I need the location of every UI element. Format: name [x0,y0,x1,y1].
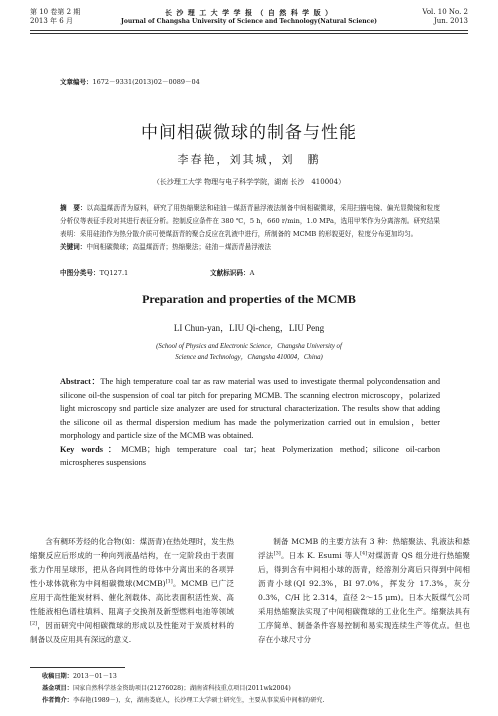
citation-ref: [4] [360,550,368,557]
keywords-cn-label: 关键词： [60,243,87,251]
abstract-cn [60,202,440,254]
classification-row [60,267,254,277]
affiliation-en-line1: (School of Physics and Electronic Science，Changsha University of [156,343,342,350]
classification-value: TQ127.1 [99,269,129,277]
header-rule [30,30,468,34]
keywords-en-text: MCMB；high temperature coal tar；heat Polymerization method；silicone oil-carbon microspheres suspensions [60,444,440,467]
footnote-author-label: 作者简介： [42,697,73,704]
header-volume [422,8,468,26]
abstract-en-text: The high temperature coal tar as raw material was used to investigate thermal polycondensation and silicone oil-the suspension of coal tar pitch for preparing MCMB. The scanning electron microscopy，polarized light microscopy snd particle size analyzer are used for structural characterization. The results show that adding the silicone oil as thermal dispersion medium has made the polymerization carried out in emulsion，better morphology and particle size of the MCMB was obtained. [60,377,441,440]
body-left-text-2: 。MCMB 已广泛应用于高性能炭材料、催化剂载体、高比表面积活性炭、高性能液相色谱柱填料、阻离子交换剂及新型燃料电池等领域 [30,579,234,616]
footnote-author-value: 李春艳(1989－)，女，湖南娄底人，长沙理工大学硕士研究生，主要从事炭质中间相的研究. [72,697,325,704]
body-left-text-3: ，因而研究中间相碳微球的形成以及性能对于炭质材料的制备以及应用具有深远的意义. [30,621,234,644]
body-column-left [30,535,234,647]
paper-title-cn: 中间相碳微球的制备与性能 [141,123,357,143]
classification-label: 中图分类号： [60,269,100,277]
abstract-cn-text: 以高温煤沥青为原料，研究了用热缩聚法和硅油－煤沥青悬浮液法制备中间相碳微球，采用扫描电镜、偏光显微镜和粒度分析仪等表征手段对其进行表征分析。控制反应条件在 380 ℃，5 h，660 r/min，1.0 MPa，选用甲苯作为分离溶剂。研究结果表明：采用硅油作为热分散介质可使煤沥青的聚合反应在乳液中进行，所制备的 MCMB 的形貌更好，粒度分布更加均匀。 [60,204,440,238]
affiliation-cn: （长沙理工大学 物理与电子科学学院，湖南 长沙 410004） [152,178,346,186]
article-number [60,77,200,86]
article-number-label: 文章编号： [60,78,93,86]
footnote-fund-label: 基金项目： [42,685,73,692]
footnote-received-value: 2013－01－13 [72,673,117,680]
footnote-fund [42,684,468,693]
citation-ref: [3] [273,550,281,557]
keywords-cn [60,241,440,254]
document-code-value: A [249,269,255,277]
paper-title-en: Preparation and properties of the MCMB [142,292,356,306]
abstract-cn-body [60,202,440,241]
body-right-text-3: 对煤沥青 QS 组分进行热缩聚后，得到含有中间相小球的沥青，经溶剂分离后只得到中间相沥青小球(QI 92.3%，BI 97.0%，挥发分 17.3%，灰分 0.3%，C/H 比 2.314，直径 2～15 μm)。日本大阪煤气公司采用热缩聚法实现了中间相碳微球的工业化生产。缩聚法具有工序简单、制备条件容易控制和易实现连续生产等优点。但也存在小球尺寸分 [258,551,470,644]
body-right-text-1: 制备 MCMB 的主要方法有 3 种：热缩聚法、乳液法和悬浮法 [258,537,470,560]
footnote-received-label: 收稿日期： [42,673,73,680]
header-journal [120,8,378,26]
header-issue [30,8,80,26]
keywords-en-label: Key words： [60,444,122,454]
keywords-cn-text: 中间相碳微球；高温煤沥青；热缩聚法；硅油－煤沥青悬浮液法 [86,243,271,251]
affiliation-en-line2: Science and Technology，Changsha 410004，China) [175,354,323,361]
footnote-fund-value: 国家自然科学基金资助项目(21276028)；湖南省科技重点项目(2011wk2004) [72,685,291,692]
footnote-rule [30,667,125,668]
header-volume-en: Vol. 10 No. 2 [422,8,468,16]
keywords-en [60,443,440,470]
abstract-cn-label: 摘 要： [60,204,87,212]
article-number-value: 1672－9331(2013)02－0089－04 [92,78,200,86]
abstract-en [60,375,440,470]
body-left-text-1: 含有稠环芳烃的化合物(如：煤沥青)在热处理时，发生热缩聚反应后形成的一种向列液晶结构，在一定阶段由于表面张力作用呈球形，把从各向同性的母体中分离出来的各项异性小球体就称为中间相碳微球(MCMB) [30,537,234,588]
journal-name-cn: 长 沙 理 工 大 学 学 报 （ 自 然 科 学 版 ） [164,8,334,17]
classification-number [60,267,210,277]
body-column-right [258,535,470,647]
authors-en: LI Chun-yan，LIU Qi-cheng，LIU Peng [173,323,325,333]
citation-ref: [2] [30,620,38,627]
header-date-en: Jun. 2013 [433,17,468,25]
body-right-text-2: 。日本 K. Esumi 等人 [280,551,361,560]
document-code-label: 文献标识码： [210,269,250,277]
document-code [210,267,254,277]
affiliation-en [30,341,468,363]
abstract-en-body [60,375,440,443]
authors-cn: 李春艳，刘其城，刘 鹏 [177,153,321,166]
footnote-author [42,696,468,705]
citation-ref: [1] [165,578,173,585]
journal-name-en: Journal of Changsha University of Science and Technology(Natural Science) [121,18,377,25]
footnote-received [42,672,468,681]
header-date-cn: 2013 年 6 月 [30,17,73,25]
header-volume-cn: 第 10 卷第 2 期 [30,8,81,16]
abstract-en-label: Abstract： [60,377,101,386]
